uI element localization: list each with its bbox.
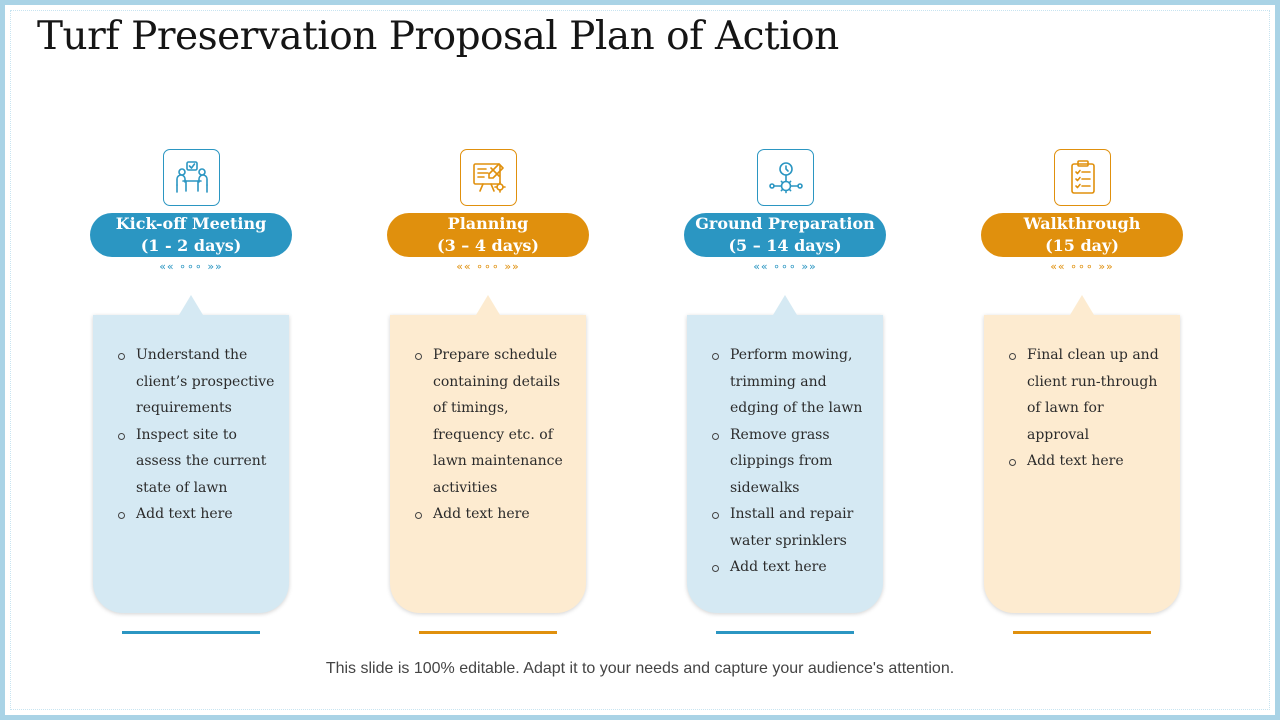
list-item: Understand the client’s prospective requirements — [118, 342, 277, 422]
bullet-list — [390, 315, 586, 528]
meeting-icon — [163, 149, 220, 206]
list-item: Final clean up and client run-through of lawn for approval — [1009, 342, 1168, 448]
list-item: Add text here — [415, 501, 574, 528]
phase-title: Kick-off Meeting — [115, 214, 267, 233]
list-item: Prepare schedule containing details of timings, frequency etc. of lawn maintenance activities — [415, 342, 574, 501]
chevron-divider: «« ∘∘∘ »» — [1050, 260, 1114, 273]
bullet-list — [93, 315, 289, 528]
bullet-list — [984, 315, 1180, 475]
phase-card — [687, 315, 883, 613]
slide-title: Turf Preservation Proposal Plan of Action — [37, 14, 839, 59]
preparation-icon — [757, 149, 814, 206]
phase-header — [387, 213, 589, 257]
list-item: Add text here — [1009, 448, 1168, 475]
phase-title: Walkthrough — [1023, 214, 1141, 233]
card-pointer — [1070, 295, 1094, 315]
phase-header — [981, 213, 1183, 257]
phase-ground-preparation — [684, 148, 884, 638]
chevron-divider: «« ∘∘∘ »» — [159, 260, 223, 273]
phase-duration: (15 day) — [1045, 236, 1119, 255]
planning-icon — [460, 149, 517, 206]
phase-duration: (1 - 2 days) — [140, 236, 242, 255]
phase-kickoff — [90, 148, 290, 638]
phase-duration: (5 – 14 days) — [728, 236, 842, 255]
list-item: Perform mowing, trimming and edging of the lawn — [712, 342, 871, 422]
card-pointer — [476, 295, 500, 315]
list-item: Remove grass clippings from sidewalks — [712, 422, 871, 502]
footer-note: This slide is 100% editable. Adapt it to your needs and capture your audience's attention. — [325, 660, 955, 677]
phase-duration: (3 – 4 days) — [437, 236, 539, 255]
list-item: Install and repair water sprinklers — [712, 501, 871, 554]
accent-underline — [716, 631, 854, 634]
checklist-icon — [1054, 149, 1111, 206]
chevron-divider: «« ∘∘∘ »» — [456, 260, 520, 273]
card-pointer — [179, 295, 203, 315]
phase-title: Planning — [447, 214, 529, 233]
phase-card — [984, 315, 1180, 613]
phase-card — [390, 315, 586, 613]
list-item: Add text here — [118, 501, 277, 528]
accent-underline — [1013, 631, 1151, 634]
accent-underline — [419, 631, 557, 634]
phase-planning — [387, 148, 587, 638]
bullet-list — [687, 315, 883, 581]
card-pointer — [773, 295, 797, 315]
phase-card — [93, 315, 289, 613]
phase-title: Ground Preparation — [695, 214, 875, 233]
list-item: Add text here — [712, 554, 871, 581]
accent-underline — [122, 631, 260, 634]
phase-header — [684, 213, 886, 257]
chevron-divider: «« ∘∘∘ »» — [753, 260, 817, 273]
phase-header — [90, 213, 292, 257]
list-item: Inspect site to assess the current state of lawn — [118, 422, 277, 502]
phase-walkthrough — [981, 148, 1181, 638]
